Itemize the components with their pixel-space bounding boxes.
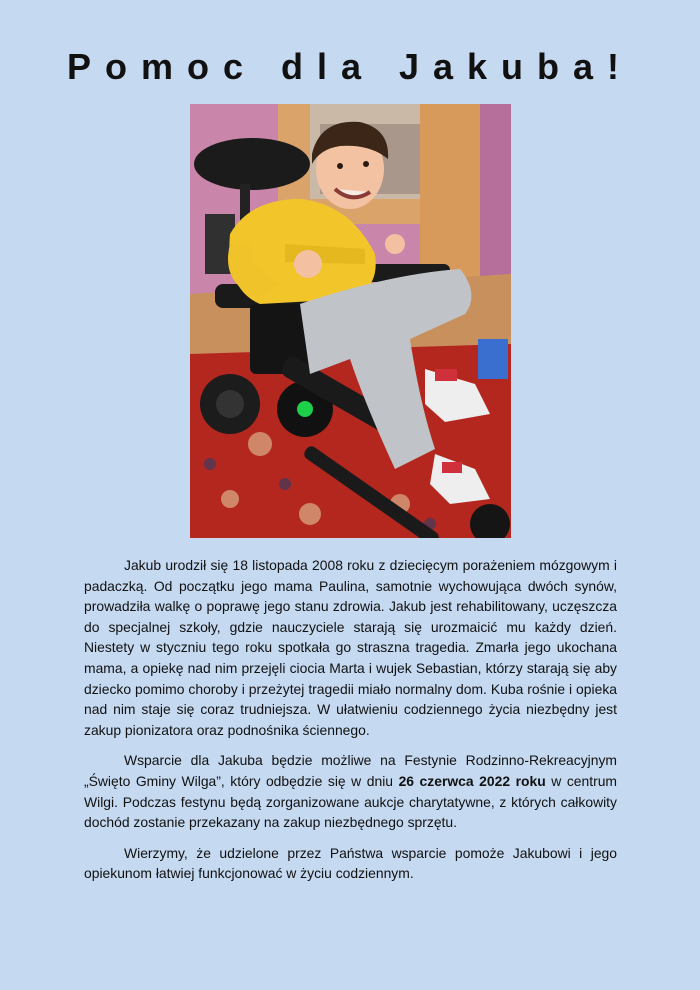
page-title: Pomoc dla Jakuba! <box>66 46 634 87</box>
paragraph-1 <box>84 555 617 740</box>
paragraph-3-text: Wierzymy, że udzielone przez Państwa wsparcie pomoże Jakubowi i jego opiekunom łatwiej funkcjonować w życiu codziennym. <box>84 844 617 882</box>
paragraph-2-after: w centrum Wilgi. Podczas festynu będą zorganizowane aukcje charytatywne, z których całkowity dochód zostanie przekazany na zakup niezbędnego sprzętu. <box>84 772 617 831</box>
paragraph-2-before: Wsparcie dla Jakuba będzie możliwe na Festynie Rodzinno-Rekreacyjnym „Święto Gminy Wilga”, który odbędzie się w dniu <box>84 752 617 789</box>
paragraph-1-text: Jakub urodził się 18 listopada 2008 roku z dziecięcym porażeniem mózgowym i padaczką. Od początku jego mama Paulina, samotnie wychowująca dwóch synów, prowadziła walkę o poprawę jego stanu zdrowia. Jakub jest rehabilitowany, uczęszcza do specjalnej szkoły, gdzie nauczyciele starają się urozmaicić mu każdy dzień. Niestety w styczniu tego roku spotkała go straszna tragedia. Zmarła jego ukochana mama, a opiekę nad nim przejęli ciocia Marta i wujek Sebastian, którzy starają się aby dziecko pomimo choroby i przeżytej tragedii miało normalny dom. Kuba rośnie i opieka nad nim staje się coraz trudniejsza. W ułatwieniu codziennego życia niezbędny jest zakup pionizatora oraz podnośnika ściennego. <box>84 557 617 738</box>
event-date: 26 czerwca 2022 roku <box>398 772 546 789</box>
paragraph-2 <box>84 750 617 832</box>
paragraph-3 <box>84 843 617 884</box>
jakub-photo <box>190 104 511 538</box>
article-body <box>84 555 617 894</box>
